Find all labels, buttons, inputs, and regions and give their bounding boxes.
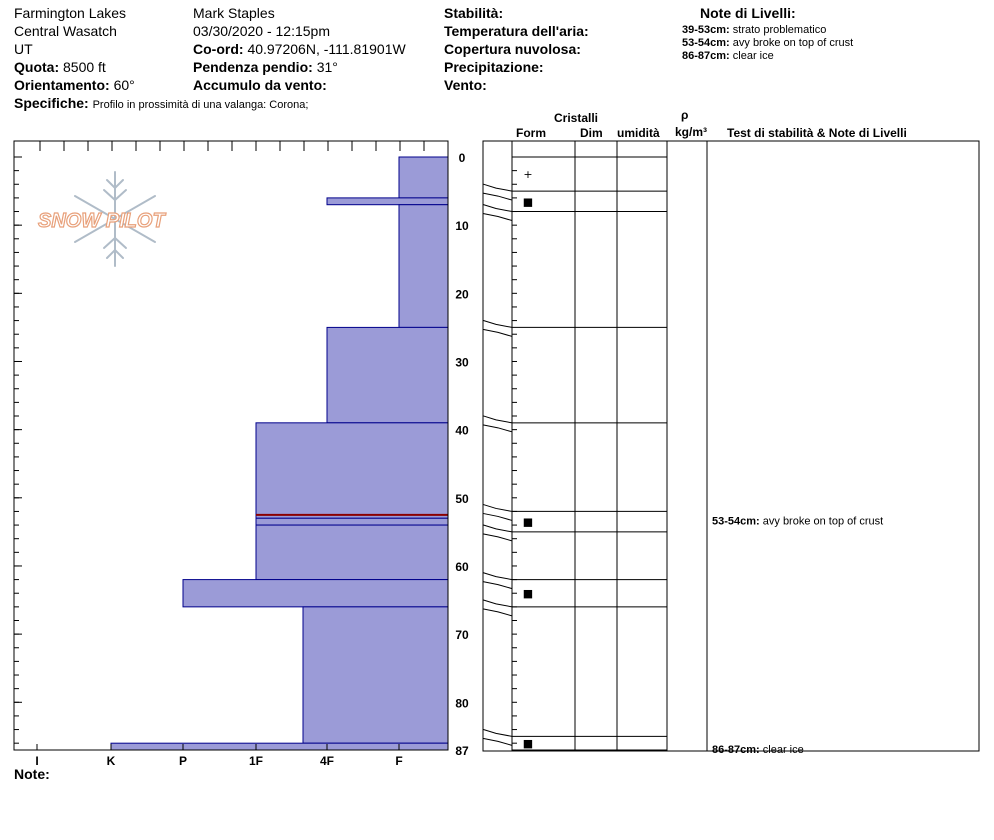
hardness-layer-bar <box>256 518 448 525</box>
crystal-table <box>483 141 979 751</box>
logo-text: SNOW PILOT <box>38 210 165 232</box>
hardness-layer-bar <box>303 607 448 743</box>
slope-value: 31° <box>316 59 338 75</box>
depth-connector <box>483 738 512 745</box>
layer-note-text: clear ice <box>732 50 774 62</box>
form-header: Form <box>516 126 546 140</box>
top-ticks <box>40 141 424 151</box>
depth-connector <box>483 573 512 580</box>
snowpilot-logo <box>38 172 166 266</box>
hardness-tick-label: K <box>106 754 116 768</box>
hardness-layer-bar <box>256 525 448 580</box>
depth-tick-label: 0 <box>458 151 466 165</box>
grain-symbol: ■ <box>522 515 534 529</box>
depth-connector <box>483 329 512 336</box>
hardness-layer-bar <box>327 327 448 422</box>
hardness-tick-label: F <box>395 754 403 768</box>
stability-label: Stabilità: <box>444 5 504 21</box>
hardness-layer-bar <box>256 423 448 518</box>
grain-symbols <box>523 168 533 750</box>
observation-datetime: 03/30/2020 - 12:15pm <box>193 23 330 39</box>
specifics-value: Profilo in prossimità di una valanga: Corona; <box>92 99 309 111</box>
test-note <box>712 516 883 528</box>
aspect-label: Orientamento: <box>14 77 110 93</box>
location-name: Farmington Lakes <box>14 5 127 21</box>
depth-connector <box>483 205 512 212</box>
depth-connector <box>483 184 512 191</box>
crystals-header: Cristalli <box>554 111 599 125</box>
slope-label: Pendenza pendio: <box>193 59 313 75</box>
hardness-tick-label: 1F <box>248 754 264 768</box>
hardness-tick-label: I <box>35 754 39 768</box>
range-name: Central Wasatch <box>14 23 117 39</box>
depth-connector <box>483 600 512 607</box>
cloud-cover-label: Copertura nuvolosa: <box>444 41 581 57</box>
layer-note-text: strato problematico <box>732 24 827 36</box>
specifics-label: Specifiche: <box>14 95 89 111</box>
depth-connector <box>483 214 512 221</box>
test-note-range: 86-87cm: <box>712 744 763 756</box>
hardness-layer-bar <box>399 205 448 328</box>
hardness-layer-bar <box>183 580 448 607</box>
grain-symbol: ■ <box>522 195 534 209</box>
precipitation-label: Precipitazione: <box>444 59 544 75</box>
state-name: UT <box>14 41 33 57</box>
grain-symbol: ■ <box>522 587 534 601</box>
grain-symbol: + <box>523 168 533 182</box>
depth-connector <box>483 525 512 532</box>
wind-loading-label: Accumulo da vento: <box>193 77 327 93</box>
depth-connector <box>483 582 512 589</box>
depth-tick-label: 60 <box>455 559 469 574</box>
layer-note-range: 39-53cm: <box>682 24 730 36</box>
depth-connector <box>483 320 512 327</box>
depth-connector <box>483 513 512 520</box>
depth-tick-label: 40 <box>455 423 469 438</box>
depth-connector <box>483 193 512 200</box>
depth-tick-label: 87 <box>455 744 469 758</box>
note-label: Note: <box>14 766 50 782</box>
depth-connector <box>483 609 512 616</box>
moisture-header: umidità <box>617 126 660 140</box>
wind-label: Vento: <box>444 77 487 93</box>
test-notes <box>712 516 883 756</box>
coordinates-label: Co-ord: <box>193 41 244 57</box>
dim-header: Dim <box>580 126 603 140</box>
elevation-value: 8500 ft <box>63 59 106 75</box>
coordinates-value: 40.97206N, -111.81901W <box>247 41 406 57</box>
depth-connector <box>483 504 512 511</box>
depth-tick-label: 70 <box>455 628 469 643</box>
layer-notes-title: Note di Livelli: <box>700 5 796 21</box>
stability-tests-header: Test di stabilità & Note di Livelli <box>727 126 907 140</box>
test-note <box>712 744 804 756</box>
depth-connector <box>483 729 512 736</box>
depth-tick-label: 80 <box>455 696 469 711</box>
hardness-layer-bar <box>111 743 448 750</box>
hardness-tick-label: P <box>178 754 188 768</box>
test-note-text: avy broke on top of crust <box>762 515 884 528</box>
depth-connector <box>483 425 512 432</box>
layer-note-text: avy broke on top of crust <box>732 37 854 49</box>
depth-tick-label: 50 <box>455 491 469 506</box>
layer-note-range: 86-87cm: <box>682 50 730 62</box>
depth-tick-label: 10 <box>455 219 469 234</box>
test-note-text: clear ice <box>762 744 804 756</box>
grain-symbol: ■ <box>522 737 534 751</box>
depth-connector <box>483 534 512 541</box>
depth-tick-label: 20 <box>455 287 469 302</box>
depth-connector <box>483 416 512 423</box>
hardness-tick-label: 4F <box>319 754 335 768</box>
hardness-layer-bar <box>327 198 448 205</box>
hardness-layer-bar <box>399 157 448 198</box>
density-symbol: ρ <box>681 108 689 122</box>
air-temperature-label: Temperatura dell'aria: <box>444 23 589 39</box>
hardness-layers <box>111 157 448 750</box>
table-frame <box>483 141 979 751</box>
observer-name: Mark Staples <box>193 5 275 21</box>
aspect-value: 60° <box>113 77 135 93</box>
layer-note-range: 53-54cm: <box>682 37 730 49</box>
density-unit: kg/m³ <box>675 125 708 139</box>
elevation-label: Quota: <box>14 59 60 75</box>
depth-tick-label: 30 <box>455 355 469 370</box>
test-note-range: 53-54cm: <box>712 515 763 528</box>
